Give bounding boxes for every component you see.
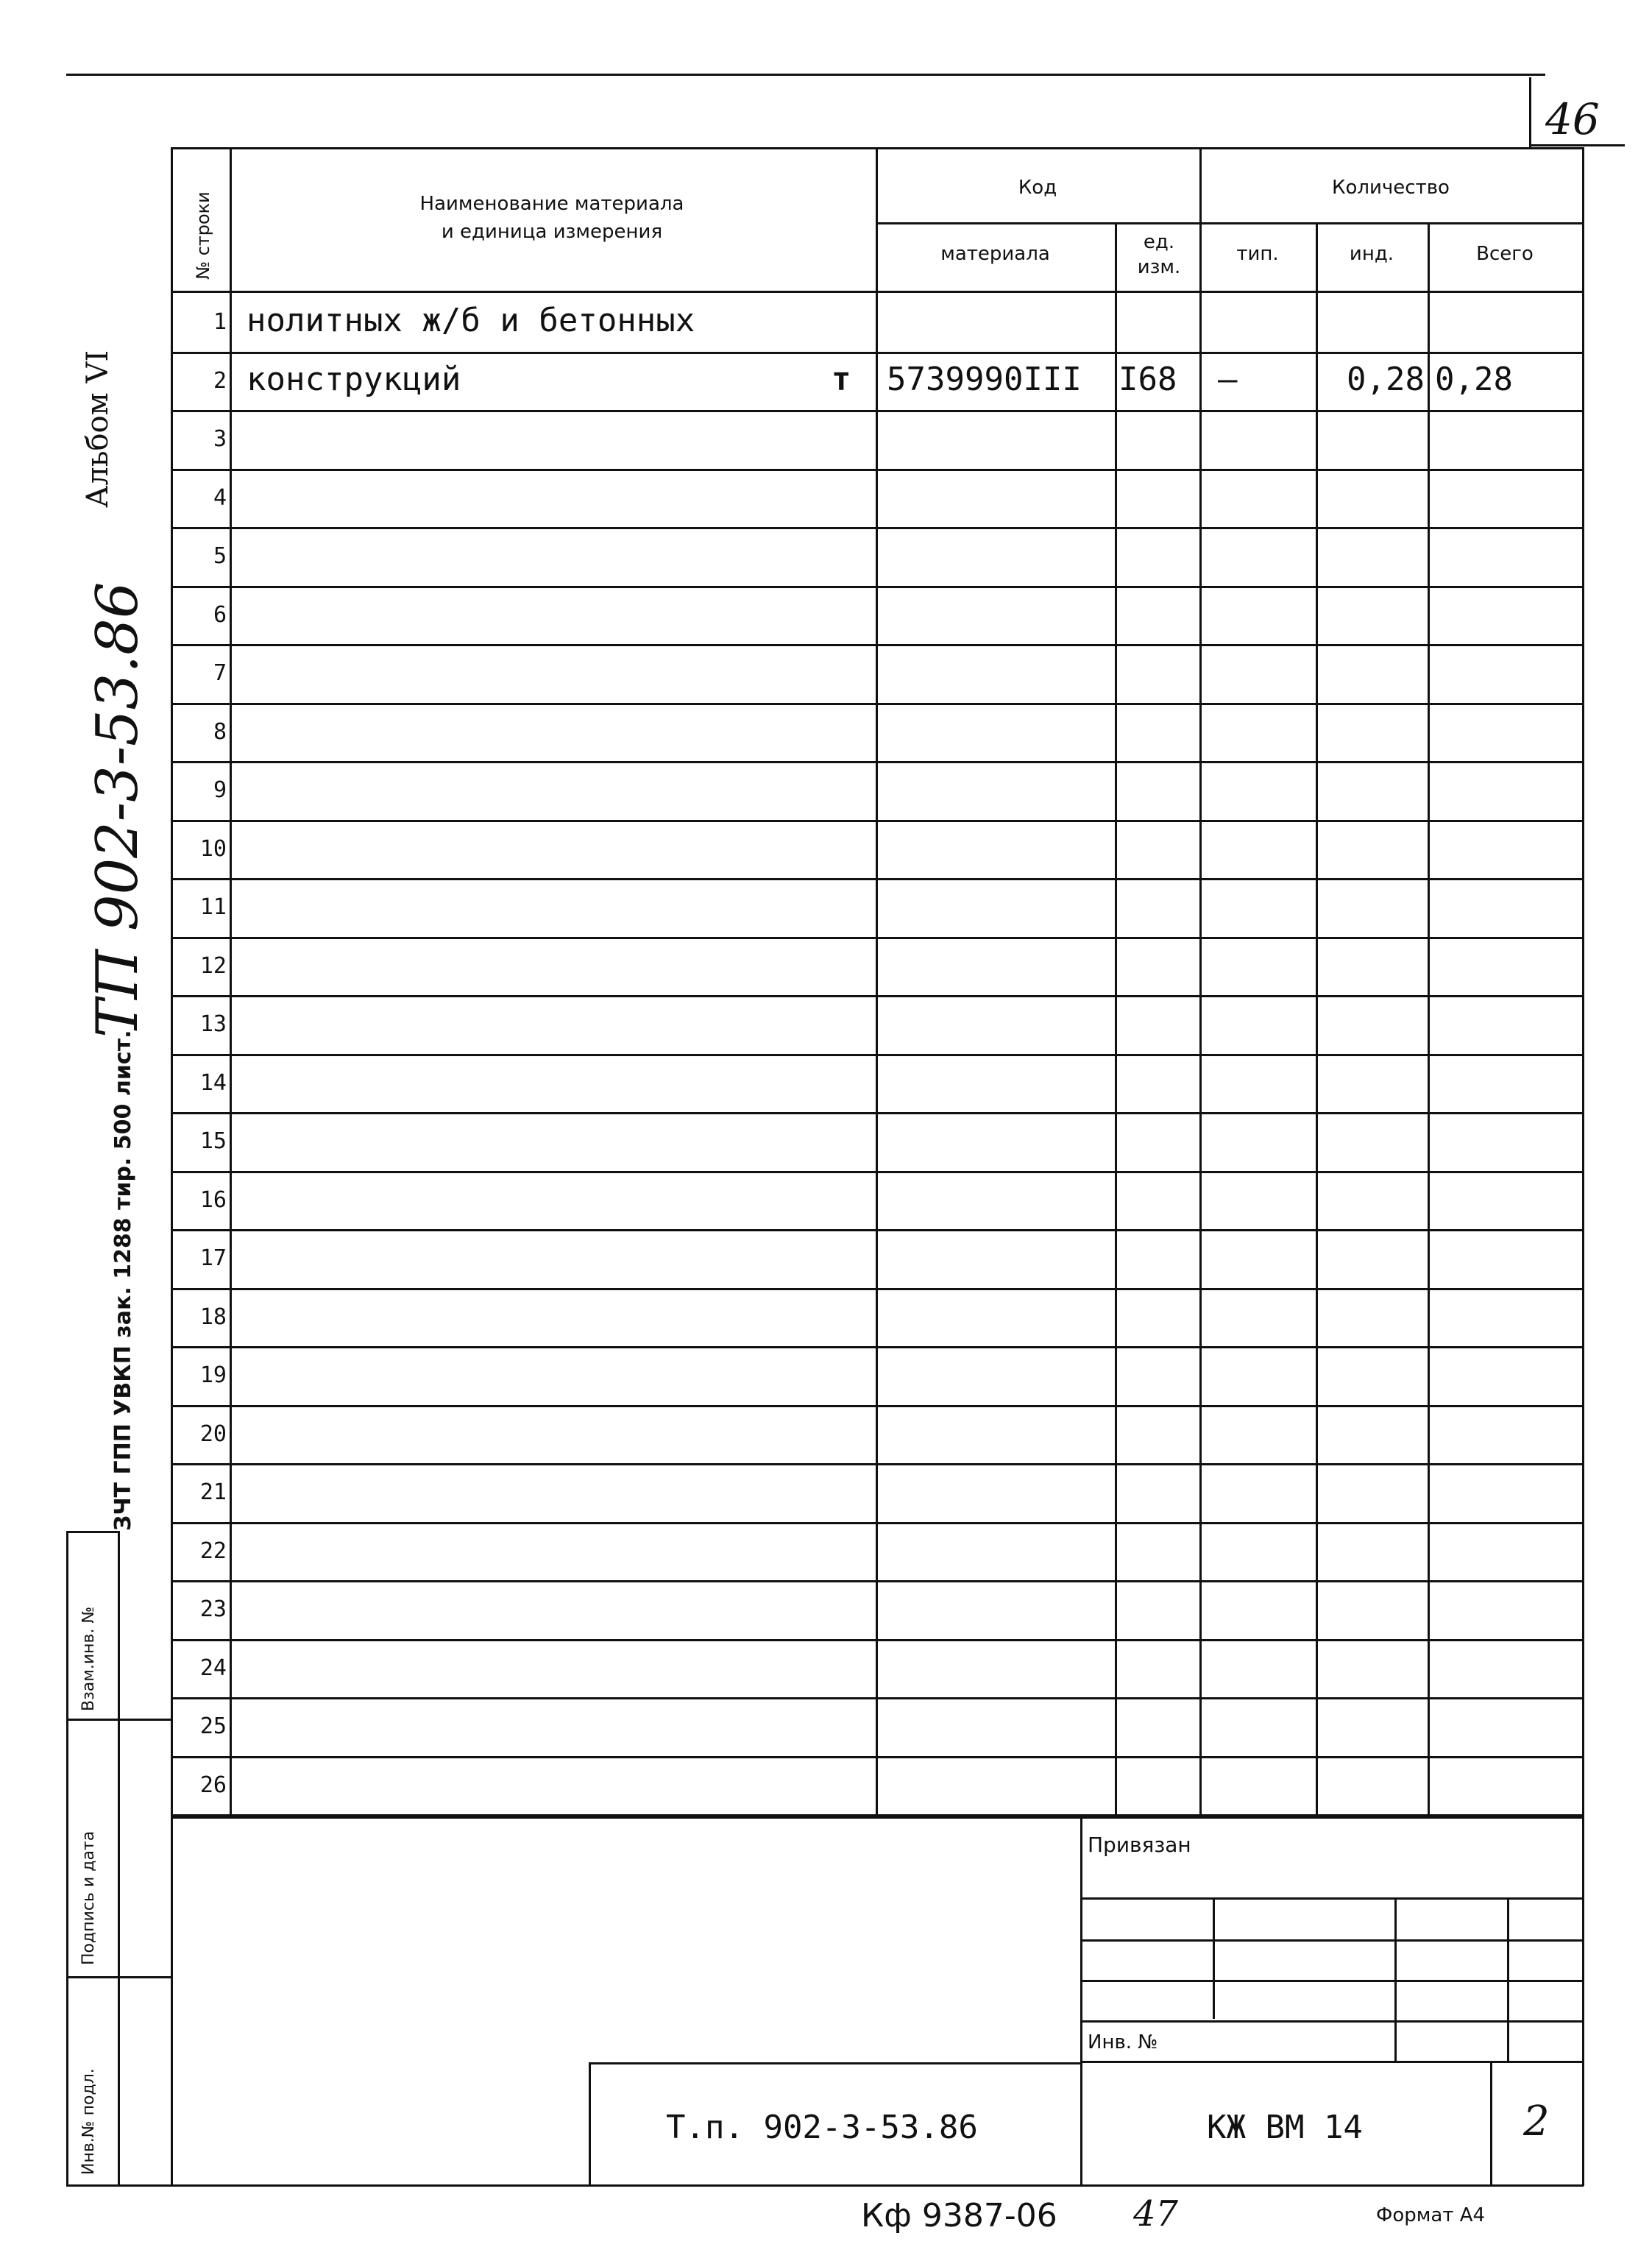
row-rule: [171, 937, 1582, 939]
row-number: 2: [213, 368, 227, 394]
col-unit-typ: [1199, 147, 1202, 1818]
stamp-inv-replacement: Взам.инв. №: [79, 1606, 98, 1711]
doc-code: Т.п. 902-3-53.86: [666, 2109, 978, 2146]
row-material-code: 5739990III: [887, 361, 1082, 398]
header-qty-ind: инд.: [1349, 243, 1394, 265]
col-ind-total: [1428, 222, 1430, 1818]
header-code-group: Код: [1018, 177, 1057, 199]
stamp-signature-date: Подпись и дата: [79, 1830, 98, 1965]
sheet-box-left: [1490, 2062, 1492, 2186]
project-code-handwritten: ТП 902-3-53.86: [85, 581, 151, 1038]
row-number: 19: [199, 1362, 227, 1388]
sheet-number: 2: [1523, 2098, 1550, 2145]
row-rule: [171, 1697, 1582, 1699]
doc-block-top: [589, 2062, 591, 2186]
row-number: 23: [199, 1596, 227, 1622]
row-number: 12: [199, 953, 227, 979]
row-rule: [171, 1580, 1582, 1582]
frame-left: [171, 147, 173, 2186]
footer-copy-number: 47: [1133, 2193, 1179, 2235]
row-number: 22: [199, 1538, 227, 1564]
row-number: 9: [213, 777, 227, 803]
row-number: 16: [199, 1187, 227, 1213]
titleblock-row5: [1082, 2061, 1582, 2063]
page-bottom-rule: [66, 2184, 1584, 2187]
row-number: 20: [199, 1421, 227, 1447]
row-rule: [171, 1756, 1582, 1758]
page-number-box-left: [1529, 77, 1531, 147]
row-rule: [171, 1405, 1582, 1407]
stamp-div1: [66, 1719, 171, 1721]
row-number: 7: [213, 660, 227, 686]
row-name: нолитных ж/б и бетонных: [247, 302, 695, 339]
sheet-code: [1207, 2109, 1363, 2146]
row-qty-total: 0,28: [1435, 361, 1513, 398]
album-label: Альбом VI: [81, 350, 115, 508]
row-number: 14: [199, 1070, 227, 1096]
row-rule: [171, 1639, 1582, 1641]
row-rule: [171, 1112, 1582, 1114]
header-name-line2: и единица измерения: [441, 221, 663, 243]
row-number: 3: [213, 426, 227, 452]
sheet-code-text: КЖ ВМ 14: [1207, 2109, 1363, 2146]
stamp-mid-edge: [118, 1531, 120, 2186]
stamp-inv-original: Инв.№ подл.: [79, 2068, 98, 2175]
col-code-unit: [1115, 222, 1117, 1818]
page-number-box-bottom: [1529, 144, 1625, 146]
row-rule: [171, 1522, 1582, 1524]
row-rule: [171, 820, 1582, 822]
row-unit-code: I68: [1119, 361, 1177, 398]
row-number: 26: [199, 1772, 227, 1798]
row-rule: [171, 469, 1582, 471]
row-rule: [171, 410, 1582, 412]
row-qty-ind: 0,28: [1347, 361, 1425, 398]
header-row-no: № строки: [193, 191, 213, 280]
header-qty-total: Всего: [1476, 243, 1534, 265]
row-rule: [171, 527, 1582, 529]
row-number: 1: [213, 309, 227, 335]
row-number: 10: [199, 836, 227, 862]
top-rule: [66, 74, 1545, 76]
titleblock-bound: Привязан: [1088, 1833, 1191, 1857]
stamp-left-edge: [66, 1531, 68, 2186]
header-name-line1: Наименование материала: [419, 193, 684, 215]
row-rule: [171, 1346, 1582, 1348]
row-number: 11: [199, 894, 227, 920]
row-unit-mark: т: [832, 361, 851, 398]
row-number: 4: [213, 485, 227, 511]
row-rule: [171, 1463, 1582, 1465]
footer-format: Формат А4: [1376, 2204, 1486, 2226]
row-rule: [171, 352, 1582, 354]
col-name-code: [876, 147, 878, 1818]
row-rule: [171, 1229, 1582, 1231]
row-rule: [171, 703, 1582, 705]
frame-rownum-divider: [230, 147, 232, 1818]
header-code-material: материала: [940, 243, 1050, 265]
col-typ-ind: [1316, 222, 1318, 1818]
row-rule: [171, 1171, 1582, 1173]
row-qty-typ: –: [1218, 361, 1238, 398]
titleblock-inv-no: Инв. №: [1088, 2031, 1158, 2053]
row-rule: [171, 1054, 1582, 1056]
row-number: 6: [213, 602, 227, 628]
titleblock-v2: [1394, 1897, 1397, 2061]
row-rule: [171, 878, 1582, 880]
stamp-div2: [66, 1976, 171, 1978]
stamp-top: [66, 1531, 119, 1533]
header-qty-typ: тип.: [1236, 243, 1279, 265]
footer-copy: Кф 9387-06: [861, 2197, 1057, 2235]
row-number: 24: [199, 1655, 227, 1681]
print-order-stamp: ЗЧТ ГПП УВКП зак. 1288 тир. 500 лист.: [110, 1030, 136, 1531]
row-number: 17: [199, 1245, 227, 1271]
row-number: 5: [213, 543, 227, 569]
row-number: 25: [199, 1713, 227, 1739]
frame-right: [1582, 147, 1584, 2186]
doc-block-topline: [589, 2062, 1082, 2064]
titleblock-v3: [1507, 1897, 1509, 2061]
header-code-unit: ед. изм.: [1137, 231, 1181, 278]
row-number: 15: [199, 1128, 227, 1154]
row-number: 18: [199, 1304, 227, 1330]
titleblock-top: [171, 1816, 1584, 1819]
row-number: 8: [213, 719, 227, 745]
row-number: 13: [199, 1011, 227, 1037]
page-number: 46: [1545, 94, 1600, 144]
row-rule: [171, 761, 1582, 763]
row-rule: [171, 644, 1582, 646]
row-rule: [171, 995, 1582, 997]
row-name: конструкций: [247, 361, 461, 398]
row-rule: [171, 1288, 1582, 1290]
row-rule: [171, 586, 1582, 588]
header-subdivider: [876, 222, 1584, 224]
titleblock-left-ext: [1080, 1818, 1082, 2186]
row-number: 21: [199, 1479, 227, 1505]
titleblock-v1: [1213, 1897, 1215, 2019]
header-qty-group: Количество: [1332, 177, 1450, 199]
